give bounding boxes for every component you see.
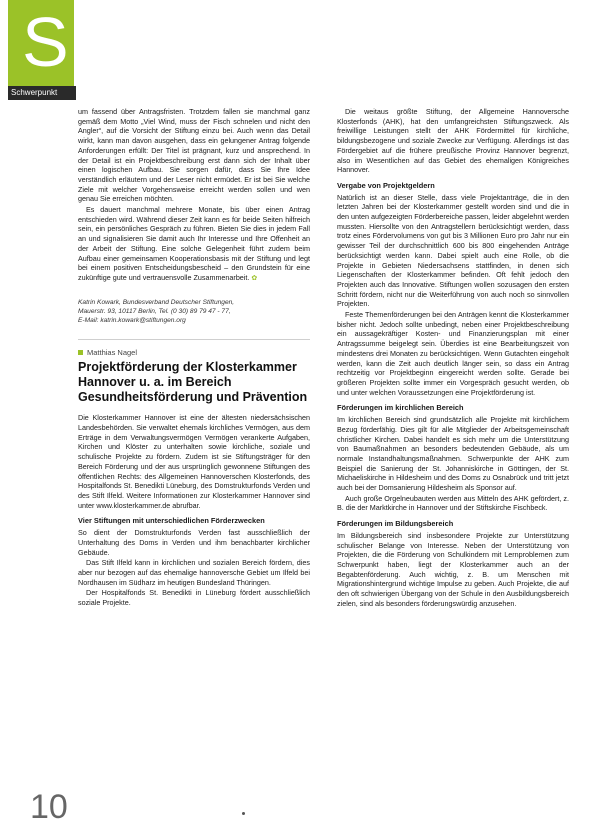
intro-paragraph-2: Es dauert manchmal mehrere Monate, bis über einen Antrag entschieden wird. Während dieser Zeit kann es für beide Seiten hilfreich sein, ein persönliches Gespräch zu führen. Bieten Sie dies in jedem Fall an und signalisieren Sie damit auch Ihr Interesse und Ihre Offenheit an der Arbeit der Stiftung. Eine solche Gelegenheit führt zudem beim Aufbau einer gemeinsamen Kooperationsbasis mit der Stiftung und legt bei einem positiven Entscheidungsbescheid – den Grundstein für eine zukünftige gute und vertrauensvolle Zusammenarbeit. ✿ [78,205,310,282]
subhead-project-funds: Vergabe von Projektgeldern [337,180,435,190]
subhead-church: Förderungen im kirchlichen Bereich [337,403,464,413]
author-name: Matthias Nagel [87,347,138,357]
sub3-paragraph-1: Im kirchlichen Bereich sind grundsätzlich alle Projekte mit kirchlichem Bezug förderfähig. Dies gilt für alle Mitglieder der Arbeitsgemeinschaft christlicher Kirchen. Dabei handelt es sich mehr um die Unterstützung von Baumaßnahmen an besonders bedeutenden Gebäude, als um normale Instandhaltungsmaßnahmen. Schwerpunkte der AHK zum Beispiel die Sanierung der St. Johanniskirche in Göttingen, der St. Michaeliskirche in Hildesheim und des Doms zu Osnabrück und tritt jetzt auch bei der Domsanierung Hildesheim als Sponsor auf. [337,415,569,493]
section-letter: S [22,3,69,81]
sub1-paragraph-1: So dient der Domstrukturfonds Verden fast ausschließlich der Unterhaltung des Doms in Verden und ihm benachbarter kirchlicher Gebäude. [78,528,310,557]
sub3-paragraph-2: Auch große Orgelneubauten werden aus Mitteln des AHK gefördert, z. B. die der Marktkirche in Hannover und der Stiftskirche Fischbeck. [337,493,569,513]
left-column [78,107,310,609]
contact-email[interactable]: E-Mail: katrin.kowark@stiftungen.org [78,316,186,324]
body-paragraph-1: Die Klosterkammer Hannover ist eine der ältesten niedersächsischen Landesbehörden. Sie verwaltet ehemals kirchliches Vermögen, aus dem Erträge in dem Verwaltungsvermögen Vermögen verankerte Aufgaben, Kirchen und Klöster zu unterhalten sowie kirchliche, soziale und schulische Projekte zu fördern. Zudem ist sie Stiftungsträger für den Bereich Förderung und der aus ursprünglich gewonnene Stiftungen des öffentlichen Rechts: des Allgemeinen Hannoverschen Klosterfonds, des Hospitalfonds St. Benedikti Lüneburg, des Domstrukturfonds Verden und des Stift Ilfeld. Weitere Informationen zur Klosterkammer Hannover sind unter www.klosterkammer.de abrufbar. [78,413,310,510]
sub2-paragraph-2: Feste Themenförderungen bei den Anträgen kennt die Klosterkammer bisher nicht. Jedoch sollte unbedingt, neben einer Projektbeschreibung ein aussagekräftiger Kosten- und Finanzierungsplan mit einer Antragssumme beigelegt sein. Überdies ist eine Bearbeitungszeit von mindestens drei Monaten zu berücksichtigen. Wenn Gutachten eingeholt werden, kann die Zeit auch deutlich länger sein, so dass ein Antrag rechtzeitig vor Projektbeginn eingereicht werden sollte. Gerade bei größeren Projekten sollte immer ein Vorgespräch gesucht werden, ob und unter welchen Voraussetzungen eine Projektförderung ist. [337,310,569,397]
section-badge [8,0,74,94]
subhead-education: Förderungen im Bildungsbereich [337,519,454,529]
author-line [78,348,310,358]
sub2-paragraph-1: Natürlich ist an dieser Stelle, dass viele Projektanträge, die in den letzten Jahren bei der Klosterkammer gestellt worden sind und die in den unten aufgezeigten Förderbereiche passen, leider abgelehnt werden mussten. Hiersollte von den Antragstellern berücksichtigt werden, dass trotz eines Fördervolumens von gut bis 3 Millionen Euro pro Jahr nur ein gewisser Teil der durchschnittlich 600 bis 800 eingehenden Anträge berücksichtigt werden kann. Dabei spielt auch eine Rolle, ob die Projekte in Gebieten Niedersachsens stattfinden, in denen sich Liegenschaften der Klosterkammer befinden. Oft fehlt jedoch den Projekten auch das Innovative. Stiftungen wollen sozusagen den ersten Schritt fördern, nicht nur die Weiterführung von auch noch so sinnvollen Projekten. [337,192,569,309]
bullet-dot [242,812,245,815]
right-column [337,107,569,609]
contact-line-2: Mauerstr. 93, 10117 Berlin, Tel. (0 30) 89 79 47 - 77, [78,307,231,315]
leaf-icon: ✿ [251,274,258,282]
right-intro-paragraph: Die weitaus größte Stiftung, der Allgemeine Hannoversche Klosterfonds (AHK), hat den umfangreichsten Stiftungszweck. Als freiwillige Leistungen stellt der AHK Fördermittel für kirchliche, bildungsbezogene und soziale Zwecke zur Verfügung. Allerdings ist das Fördergebiet auf die frühere preußische Provinz Hannover begrenzt, also im Wesentlichen auf das Gebiet des ehemaligen Königreiches Hannover. [337,107,569,175]
section-label: Schwerpunkt [8,86,76,100]
intro-paragraph-1: um fassend über Antragsfristen. Trotzdem fallen sie manchmal ganz gemäß dem Motto „Viel Wind, muss der Fisch schnelen und nicht den Angler“, auf die Vorsicht der Stiftung einzu bei. Auch wenn das Detail wirkt, kann man davon ausgehen, dass ein gelungener Antrag folgende Anforderungen erfüllt: Der Titel ist prägnant, kurz und ansprechend. In der Detail ist ein Projektbeschreibung erst dann sich der Inhalt über einen logischen Aufbau. Sie sorgen dafür, dass Sie Ihre Idee verständlich erläutern und der Leser nicht ermüdet. Er ist bei Sie welche Ziele mit welcher Vorgehensweise erreicht werden sollen und wen genau Sie erreichen möchten. [78,107,310,204]
author-marker-icon [78,350,83,355]
sub1-paragraph-2: Das Stift Ilfeld kann in kirchlichen und sozialen Bereich fördern, dies aber nur bezogen auf das ehemalige hannoversche Gebiet um Ilfeld bei Nordhausen im Südharz im heutigen Bundesland Thüringen. [78,558,310,587]
sub1-paragraph-3: Der Hospitalfonds St. Benedikti in Lüneburg fördert ausschließlich soziale Projekte. [78,588,310,608]
contact-block [78,298,310,325]
page-number: 10 [30,788,68,826]
subhead-foundations: Vier Stiftungen mit unterschiedlichen Förderzwecken [78,516,265,526]
divider [78,339,310,340]
contact-line-1: Katrin Kowark, Bundesverband Deutscher Stiftungen, [78,298,235,306]
article-headline: Projektförderung der Klosterkammer Hannover u. a. im Bereich Gesundheitsförderung und Prävention [78,360,308,405]
sub4-paragraph-1: Im Bildungsbereich sind insbesondere Projekte zur Unterstützung schulischer Belange von Interesse. Neben der Unterstützung von Projekten, die die Förderung von Schulkindern mit Lernproblemen zum Schwerpunkt haben, liegt der Klosterkammer auch an der Begabtenförderung. Auch wichtig, z. B. um Menschen mit Migrationshintergrund wichtige Impulse zu geben. Auch Projekte, die auf den oft schwierigen Übergang von der Schule in den Ausbildungsbereich zielen, sind als besonders förderungswürdig anzusehen. [337,530,569,608]
